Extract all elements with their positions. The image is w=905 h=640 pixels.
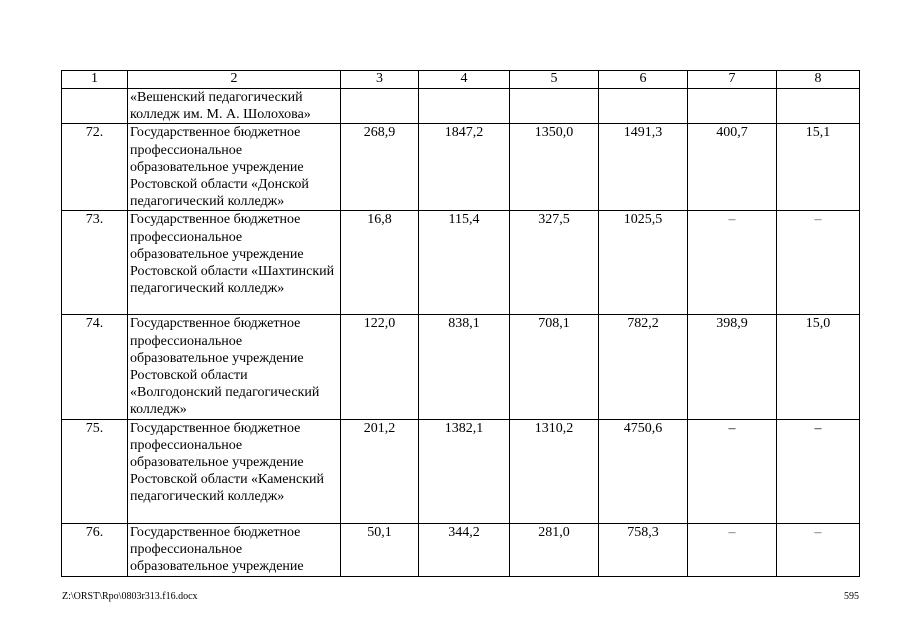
row-number-cell [62,89,128,124]
value-cell: 1382,1 [419,419,510,523]
value-cell: 4750,6 [599,419,688,523]
value-cell: – [777,211,860,315]
value-cell: – [688,419,777,523]
table-row [62,315,860,419]
value-cell: 15,1 [777,124,860,211]
value-cell: – [688,211,777,315]
value-cell: 1491,3 [599,124,688,211]
value-cell [688,89,777,124]
row-number-cell: 75. [62,419,128,523]
col-header: 6 [599,71,688,89]
row-number-cell: 73. [62,211,128,315]
col-header: 5 [510,71,599,89]
col-header: 3 [341,71,419,89]
value-cell: 1025,5 [599,211,688,315]
value-cell: 327,5 [510,211,599,315]
value-cell: 1847,2 [419,124,510,211]
col-header: 8 [777,71,860,89]
table-row [62,211,860,315]
col-header: 1 [62,71,128,89]
value-cell [777,89,860,124]
value-cell [341,89,419,124]
row-number-cell: 76. [62,523,128,576]
value-cell [510,89,599,124]
value-cell: 1350,0 [510,124,599,211]
value-cell: – [777,419,860,523]
institution-name-cell: «Вешенский педагогический колледж им. М. А. Шолохова» [128,89,341,124]
value-cell: – [777,523,860,576]
file-path-footer: Z:\ORST\Rpo\0803r313.f16.docx [62,591,198,602]
value-cell: 1310,2 [510,419,599,523]
budget-table [61,70,860,577]
value-cell [599,89,688,124]
table-row [62,523,860,576]
value-cell: 201,2 [341,419,419,523]
row-number-cell: 72. [62,124,128,211]
institution-name-cell: Государственное бюджетное профессиональное образовательное учреждение Ростовской области «Каменский педагогический колледж» [128,419,341,523]
value-cell: 708,1 [510,315,599,419]
table-row [62,89,860,124]
value-cell [419,89,510,124]
value-cell: 344,2 [419,523,510,576]
institution-name-cell: Государственное бюджетное профессиональное образовательное учреждение Ростовской области «Донской педагогический колледж» [128,124,341,211]
value-cell: 122,0 [341,315,419,419]
value-cell: 15,0 [777,315,860,419]
col-header: 4 [419,71,510,89]
institution-name-cell: Государственное бюджетное профессиональное образовательное учреждение Ростовской области «Шахтинский педагогический колледж» [128,211,341,315]
col-header: 7 [688,71,777,89]
value-cell: 50,1 [341,523,419,576]
value-cell: 782,2 [599,315,688,419]
value-cell: 281,0 [510,523,599,576]
institution-name-cell: Государственное бюджетное профессиональное образовательное учреждение Ростовской области «Волгодонский педагогический колледж» [128,315,341,419]
header-row [62,71,860,89]
value-cell: 758,3 [599,523,688,576]
institution-name-cell: Государственное бюджетное профессиональное образовательное учреждение [128,523,341,576]
value-cell: 16,8 [341,211,419,315]
table-row [62,419,860,523]
row-number-cell: 74. [62,315,128,419]
col-header: 2 [128,71,341,89]
value-cell: – [688,523,777,576]
page-number: 595 [844,591,859,602]
value-cell: 115,4 [419,211,510,315]
table-row [62,124,860,211]
value-cell: 400,7 [688,124,777,211]
value-cell: 398,9 [688,315,777,419]
value-cell: 268,9 [341,124,419,211]
value-cell: 838,1 [419,315,510,419]
